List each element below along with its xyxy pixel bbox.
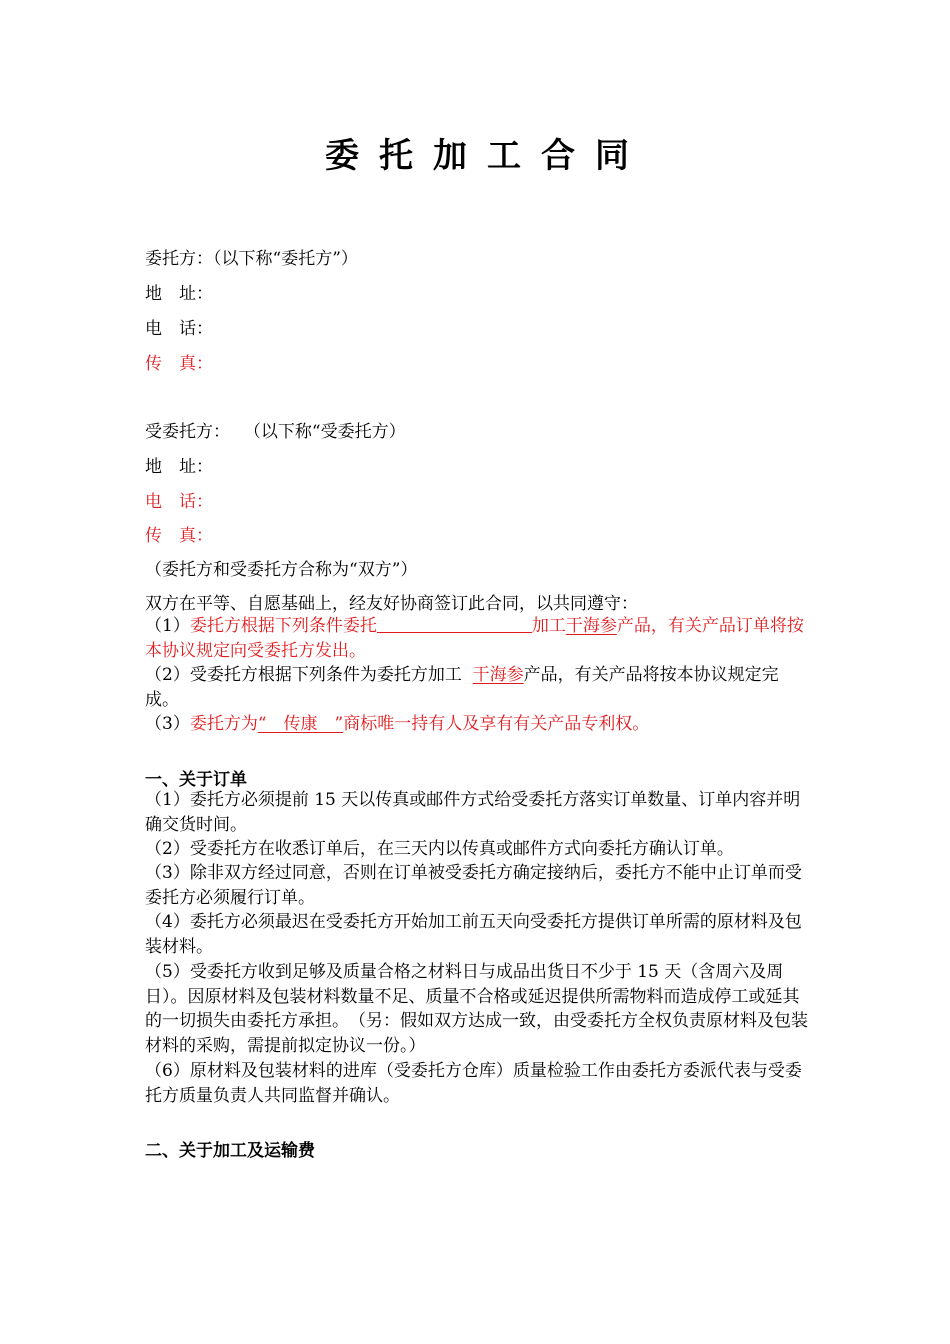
clause-2-product: 干海参 — [472, 665, 524, 685]
clause-3-text-b: 商标唯一持有人及享有有关产品专利权。 — [343, 714, 650, 734]
clause-1-prefix: （1） — [145, 616, 190, 636]
client-address-label: 地 址： — [145, 284, 213, 304]
clause-3-prefix: （3） — [145, 714, 190, 734]
client-name-label: 委托方：（以下称“委托方”） — [145, 249, 358, 269]
clause-3 — [145, 712, 810, 737]
page-title: 委托加工合同 — [325, 136, 649, 176]
intro-text: 双方在平等、自愿基础上，经友好协商签订此合同，以共同遵守： — [145, 594, 638, 614]
section-2-heading: 二、关于加工及运输费 — [145, 1141, 315, 1161]
both-parties-note: （委托方和受委托方合称为“双方”） — [145, 560, 418, 580]
client-fax-label: 传 真： — [145, 354, 213, 374]
clause-1-product: 干海参 — [565, 616, 617, 636]
contractor-fax-label: 传 真： — [145, 526, 213, 546]
section-1-heading: 一、关于订单 — [145, 770, 247, 790]
clause-3-brand: “ 传康 ” — [257, 714, 344, 734]
clause-2 — [145, 663, 810, 712]
clause-1-text-a: 委托方根据下列条件委托 — [189, 616, 377, 636]
section-1-item: （6）原材料及包装材料的进库（受委托方仓库）质量检验工作由委托方委派代表与受委托方质量负责人共同监督并确认。 — [145, 1061, 802, 1106]
section-1-item: （3）除非双方经过同意，否则在订单被受委托方确定接纳后，委托方不能中止订单而受委托方必须履行订单。 — [145, 863, 802, 908]
section-1-item: （2）受委托方在收悉订单后，在三天内以传真或邮件方式向委托方确认订单。 — [145, 839, 734, 859]
clause-1-text-c: 产品，有关产品订单将按本协议规定向受委托方发出。 — [145, 616, 804, 661]
client-phone-label: 电 话： — [145, 319, 213, 339]
clause-2-text-a: （2）受委托方根据下列条件为委托方加工 — [145, 665, 462, 685]
contractor-address-label: 地 址： — [145, 457, 213, 477]
clause-3-text-a: 委托方为 — [189, 714, 258, 734]
section-1-item: （4）委托方必须最迟在受委托方开始加工前五天向受委托方提供订单所需的原材料及包装材料。 — [145, 912, 802, 957]
clause-1-text-b: 加工 — [531, 616, 566, 636]
contractor-phone-label: 电 话： — [145, 492, 213, 512]
clause-2-text-b: 产品，有关产品将按本协议规定完成。 — [145, 665, 779, 710]
clause-1 — [145, 614, 810, 663]
contractor-name-label: 受委托方： （以下称“受委托方） — [145, 422, 406, 442]
section-1-item: （5）受委托方收到足够及质量合格之材料日与成品出货日不少于 15 天（含周六及周日）。因原材料及包装材料数量不足、质量不合格或延迟提供所需物料而造成停工或延其的一切损失由委托方承担。 （另：假如双方达成一致，由受委托方全权负责原材料及包装材料的采购，需提前拟定协议一份。） — [145, 962, 808, 1056]
section-1-item: （1）委托方必须提前 15 天以传真或邮件方式给受委托方落实订单数量、订单内容并明确交货时间。 — [145, 790, 801, 835]
clause-1-blank — [377, 616, 532, 633]
